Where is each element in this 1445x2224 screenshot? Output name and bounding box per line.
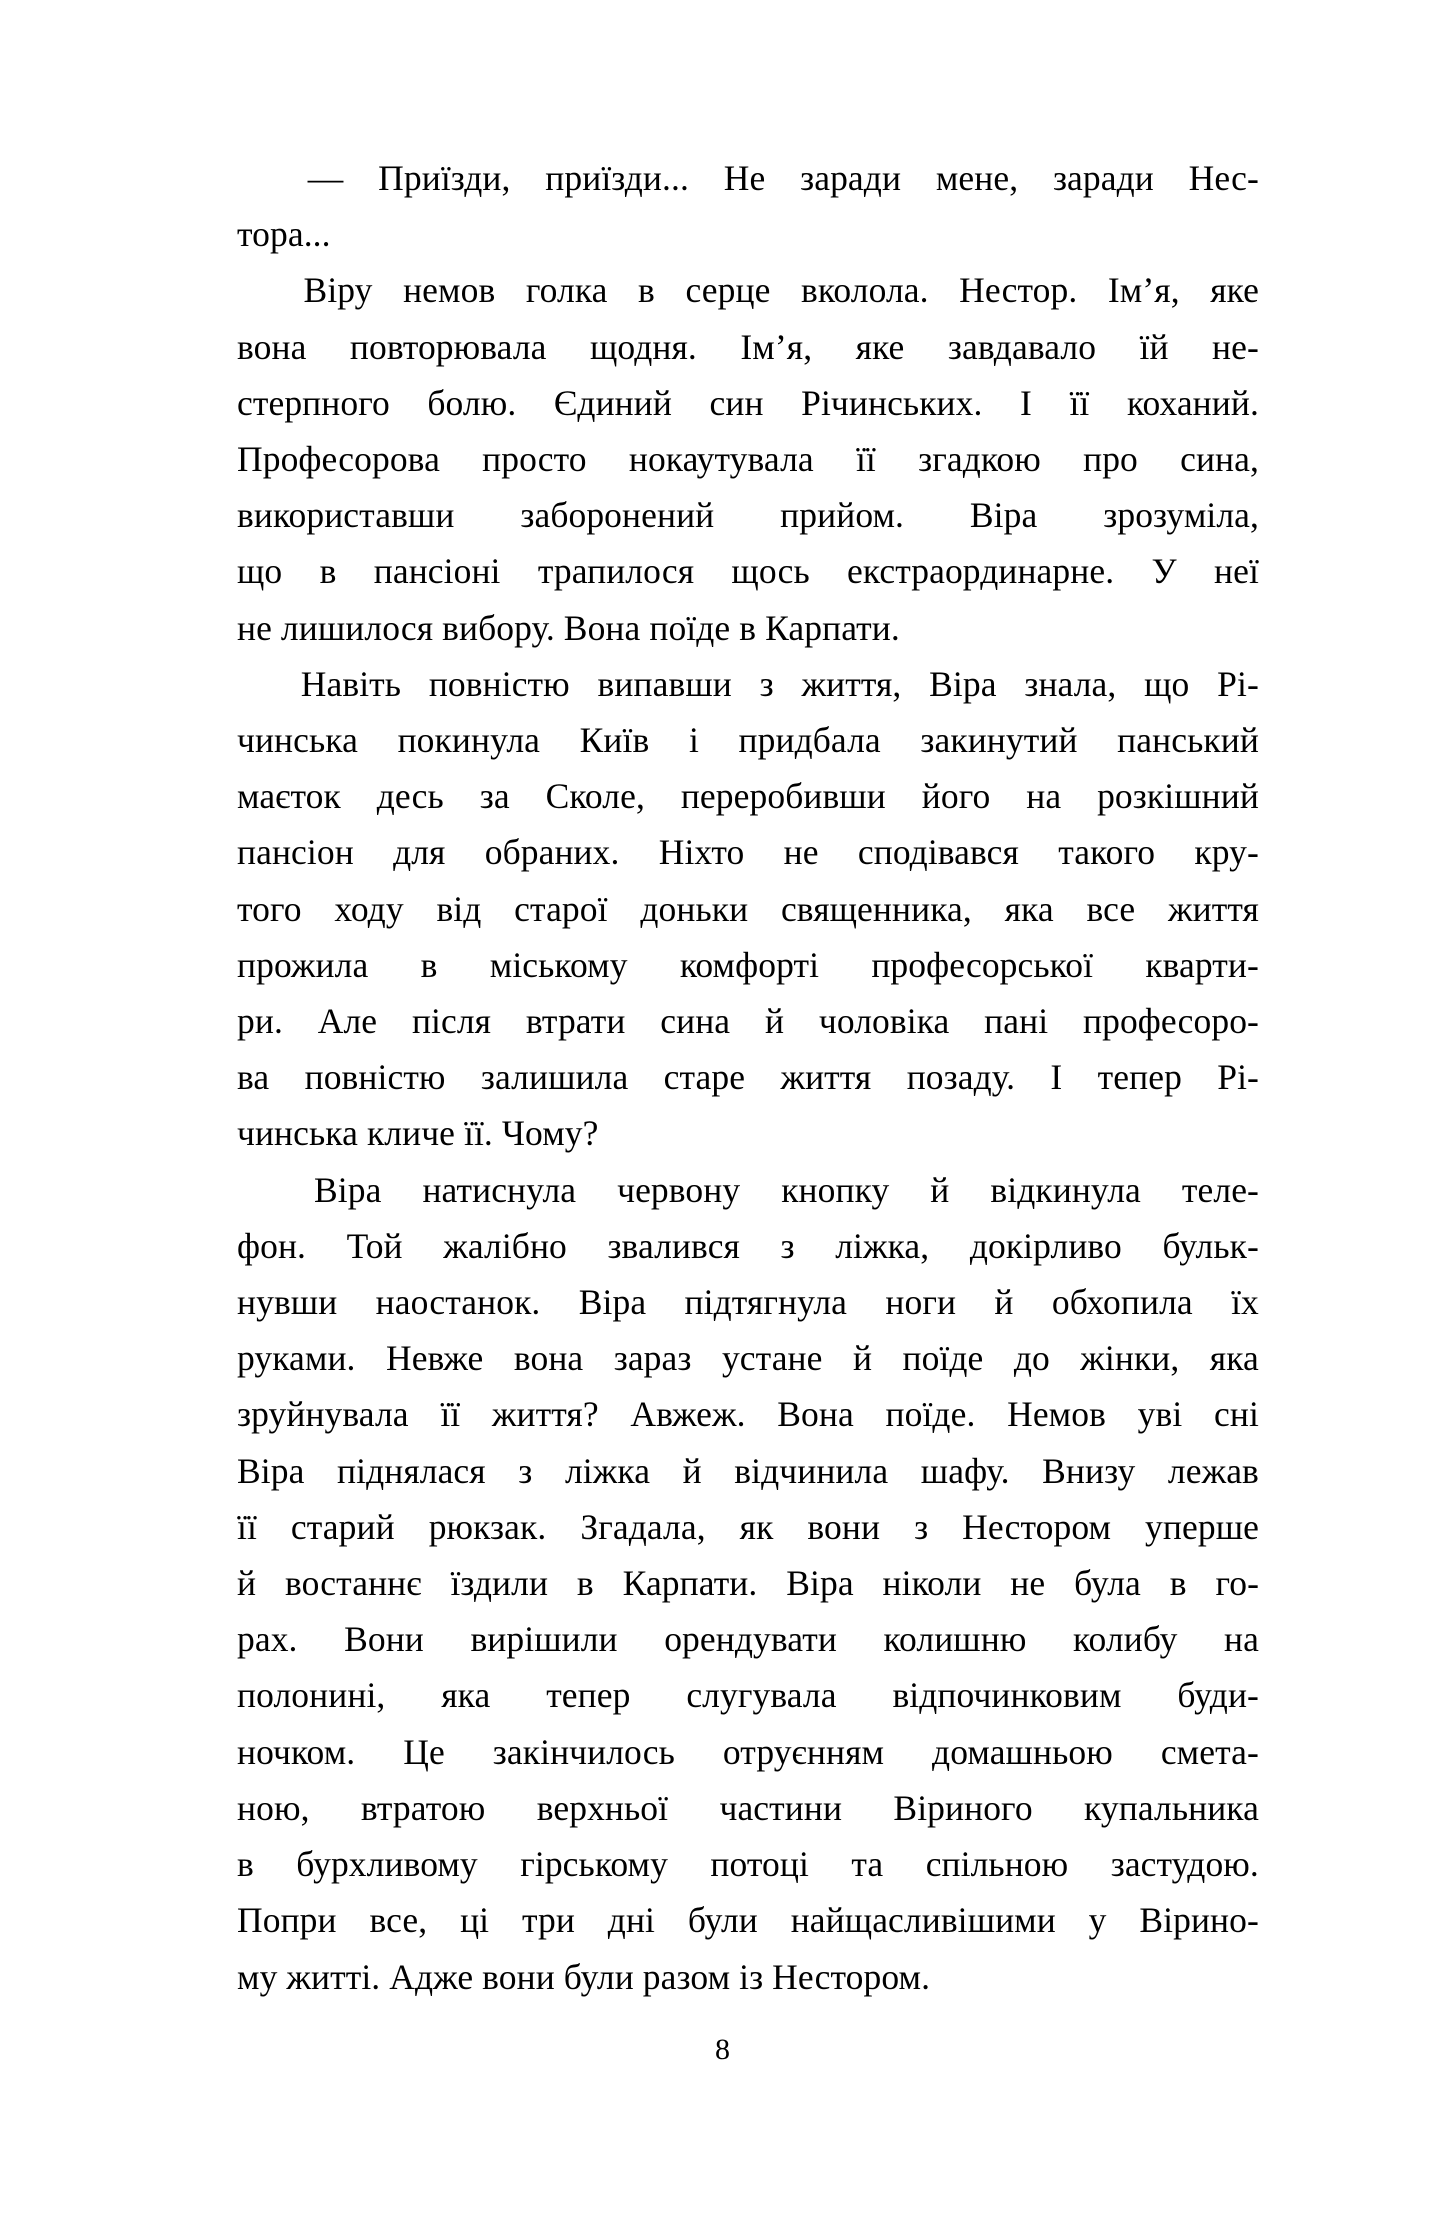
word: наостанок. [375,1282,541,1323]
word: яке [855,326,905,367]
word: згадкою [918,439,1041,480]
word: Віра [786,1563,854,1604]
word: гірському [520,1844,668,1885]
word: панський [1117,720,1259,761]
text-line [237,1667,1259,1723]
word: повторювала [349,326,547,367]
text-line [237,881,1259,937]
word: їй [1139,326,1169,367]
word: фон. [237,1225,307,1266]
word: кварти- [1145,944,1259,985]
word: чоловіка [818,1001,950,1042]
word: й [852,1338,873,1379]
word: приїзди... [545,158,689,198]
word: доньки [640,888,749,929]
word: зруйнувала [237,1394,409,1435]
word: з [780,1225,795,1266]
word: нувши [237,1282,338,1323]
word: прожила [237,944,369,985]
word: екстраординарне. [847,551,1115,592]
word: мене, [935,158,1019,198]
word: від [436,888,482,929]
word: рюкзак. [428,1506,547,1547]
word: й [764,1001,785,1042]
word: вирішили [470,1619,618,1660]
word: на [1224,1619,1259,1660]
text-line [237,1499,1259,1555]
word: тепер [546,1675,631,1716]
word: після [411,1001,492,1042]
text-line [237,1780,1259,1836]
word: втратою [360,1787,486,1828]
paragraph [237,1162,1259,2005]
word: та [851,1844,884,1885]
word: чинська [237,720,358,761]
word: про [1083,439,1138,480]
word: Вони [344,1619,424,1660]
word: маєток [237,776,341,817]
page-number: 8 [715,2033,730,2066]
word: з [914,1506,929,1547]
word: відпочинковим [892,1675,1122,1716]
word: Віру [303,270,373,311]
word: нокаутувала [628,439,814,480]
word: для [393,832,446,873]
word: щось [731,551,810,592]
word: старий [290,1506,395,1547]
word: устане [721,1338,823,1379]
word: що [1144,663,1190,704]
word: домашньою [932,1731,1113,1772]
page-text-body [237,150,1259,2005]
word: шафу. [920,1450,1010,1491]
word: спільною [925,1844,1069,1885]
word: Той [346,1225,403,1266]
word: такого [1058,832,1156,873]
word: уперше [1145,1506,1259,1547]
text-line [237,1049,1259,1105]
word: життя [1167,888,1259,929]
word: життя? [491,1394,599,1435]
word: випавши [597,663,732,704]
word: розкішний [1097,776,1259,817]
word: теле- [1181,1169,1259,1210]
word: залишила [480,1057,629,1098]
word: Київ [579,720,650,761]
word: стерпного [237,382,390,423]
word: Немов [1007,1394,1106,1435]
word: не- [1212,326,1259,367]
word: до [1013,1338,1050,1379]
word: яка [441,1675,491,1716]
first-line-indent [237,262,273,318]
word: з [759,663,774,704]
word: повністю [304,1057,446,1098]
word: їх [1231,1282,1259,1323]
word: були [687,1900,758,1941]
word: жалібно [443,1225,567,1266]
word: в [638,270,655,311]
word: червону [617,1169,741,1210]
word: у [1088,1900,1107,1941]
text-line [237,1892,1259,1948]
word: що [237,551,283,592]
word: Не [723,158,766,198]
word-run: тора... [237,214,331,255]
word: Нестором [962,1506,1112,1547]
word: тепер [1097,1057,1182,1098]
word: Віра [969,495,1038,536]
word: ліжка, [835,1225,930,1266]
word: професорської [871,944,1094,985]
word: звалився [607,1225,740,1266]
word: дні [607,1900,656,1941]
word: купальника [1084,1787,1259,1828]
word: сина, [1180,439,1259,480]
word: Нес- [1188,158,1259,198]
word: яка [1004,888,1054,929]
word: все, [369,1900,428,1941]
word: з [518,1450,533,1491]
word: яка [1209,1338,1259,1379]
word: полонині, [237,1675,386,1716]
word: серце [685,270,771,311]
word: немов [403,270,496,311]
word: Ім’я, [740,326,813,367]
word: позаду. [906,1057,1016,1098]
word: коханий. [1126,382,1259,423]
word: закінчилось [492,1731,675,1772]
word: поїде [902,1338,984,1379]
word: переробивши [680,776,886,817]
word: Сколе, [545,776,645,817]
word: буди- [1177,1675,1259,1716]
word: востаннє [284,1563,422,1604]
text-line [237,1443,1259,1499]
word: пані [984,1001,1049,1042]
text-line [237,1386,1259,1442]
word: ліжка [564,1450,651,1491]
word: вколола. [800,270,929,311]
text-line [237,993,1259,1049]
word: в [237,1844,254,1885]
word: священника, [780,888,972,929]
word: не [783,832,819,873]
word: й [930,1169,950,1210]
word: обраних. [484,832,620,873]
word: і [688,720,699,761]
word: ніколи [882,1563,982,1604]
word: старе [663,1057,746,1098]
word: професоро- [1083,1001,1259,1042]
word: потоці [710,1844,809,1885]
word: Приїзди, [378,158,511,198]
word: піднялася [337,1450,486,1491]
word: Ім’я, [1107,270,1180,311]
word: заради [1052,158,1154,198]
word: лежав [1167,1450,1259,1491]
word: придбала [738,720,881,761]
word: уві [1137,1394,1183,1435]
word: відчинила [734,1450,889,1491]
word: голка [525,270,608,311]
text-line [237,1836,1259,1892]
word: вона [513,1338,584,1379]
word: болю. [427,382,517,423]
word: У [1151,551,1177,592]
word: в [319,551,337,592]
word: отруєнням [722,1731,885,1772]
text-line [237,1724,1259,1780]
word: зараз [613,1338,692,1379]
word: сні [1214,1394,1259,1435]
word-run: не лишилося вибору. Вона поїде в Карпати. [237,607,900,648]
word: заради [800,158,902,198]
word: ва [237,1057,270,1098]
text-line [237,1162,1259,1218]
word: й [994,1282,1014,1323]
word: її [237,1506,257,1547]
paragraph [237,262,1259,655]
word: Навіть [300,663,402,704]
word: трапилося [537,551,695,592]
word: Карпати. [622,1563,758,1604]
word: докірливо [969,1225,1122,1266]
text-line [237,1218,1259,1274]
word: неї [1214,551,1259,592]
word: її [855,439,876,480]
word: просто [482,439,587,480]
word: ноги [885,1282,957,1323]
word: колибу [1072,1619,1178,1660]
word: старої [514,888,608,929]
word: сподівався [857,832,1019,873]
word: Рі- [1217,663,1259,704]
word: застудою. [1110,1844,1259,1885]
word: життя, [801,663,902,704]
word: того [237,888,302,929]
word: яке [1210,270,1259,311]
text-line [237,937,1259,993]
word: зрозуміла, [1103,495,1259,536]
text-line [237,150,1259,206]
word: го- [1215,1563,1259,1604]
word: Невже [385,1338,484,1379]
text-line [237,262,1259,318]
word: Ніхто [658,832,745,873]
word: Авжеж. [630,1394,746,1435]
text-line [237,768,1259,824]
word: знала, [1024,663,1117,704]
word: син [709,382,764,423]
paragraph [237,656,1259,1162]
word: ною, [237,1787,310,1828]
word: на [1026,776,1062,817]
word: смета- [1160,1731,1259,1772]
word: Внизу [1042,1450,1136,1491]
word: Віриного [893,1787,1033,1828]
text-line [237,1555,1259,1611]
word: її [1069,382,1090,423]
word: три [521,1900,575,1941]
first-line-indent [237,656,273,712]
word: жінки, [1080,1338,1180,1379]
word: Попри [237,1900,337,1941]
text-line [237,1105,1259,1161]
text-line [237,487,1259,543]
word: життя [780,1057,872,1098]
word: І [1050,1057,1063,1098]
word: Професорова [237,439,440,480]
word: Але [317,1001,378,1042]
text-line [237,1274,1259,1330]
word: кнопку [781,1169,890,1210]
word: Річинських. [801,382,983,423]
word: Вона [777,1394,854,1435]
word: рах. [237,1619,298,1660]
word: відкинула [990,1169,1141,1210]
word-run: чинська кличе її. Чому? [237,1113,599,1154]
word: кру- [1194,832,1259,873]
word: пансіоні [373,551,501,592]
word: вони [807,1506,881,1547]
paragraph [237,150,1259,262]
word: міському [489,944,628,985]
text-line [237,656,1259,712]
text-line [237,1949,1259,2005]
word: повністю [428,663,570,704]
word: Віра [314,1169,382,1210]
word: пансіон [237,832,354,873]
word: не [1010,1563,1046,1604]
word: вона [237,326,307,367]
word: натиснула [422,1169,577,1210]
word: десь [376,776,444,817]
first-line-indent [237,150,273,206]
word: бурхливому [296,1844,478,1885]
word: Віра [578,1282,647,1323]
word: закинутий [920,720,1078,761]
word: — [307,158,344,198]
word: його [921,776,991,817]
text-line [237,1330,1259,1386]
word: Рі- [1217,1057,1259,1098]
word: в [576,1563,594,1604]
word: орендувати [664,1619,837,1660]
word: й [237,1563,257,1604]
word: руками. [237,1338,356,1379]
word: Нестор. [959,270,1078,311]
word: слугувала [686,1675,837,1716]
word: Єдиний [553,382,672,423]
word: верхньої [536,1787,669,1828]
word: як [739,1506,774,1547]
word: щодня. [589,326,697,367]
word: використавши [237,495,455,536]
word: підтягнула [684,1282,848,1323]
word: Віра [237,1450,305,1491]
word: була [1074,1563,1141,1604]
word: за [479,776,510,817]
word: І [1020,382,1032,423]
word: втрати [525,1001,626,1042]
word: заборонений [520,495,715,536]
text-line [237,206,1259,262]
word: бульк- [1162,1225,1259,1266]
word: покинула [397,720,541,761]
text-line [237,319,1259,375]
word: в [420,944,438,985]
word: ходу [334,888,404,929]
text-line [237,431,1259,487]
word: комфорті [679,944,820,985]
word: сина [660,1001,731,1042]
word: поїде. [885,1394,976,1435]
word: її [440,1394,461,1435]
word: Вірино- [1139,1900,1259,1941]
word: ночком. [237,1731,356,1772]
text-line [237,1611,1259,1667]
word: Це [403,1731,445,1772]
word: обхопила [1051,1282,1193,1323]
word: Віра [929,663,997,704]
word: Згадала, [580,1506,706,1547]
word: найщасливішими [790,1900,1056,1941]
word-run: му житті. Адже вони були разом із Нестором. [237,1956,931,1997]
word: все [1086,888,1136,929]
word: в [1169,1563,1187,1604]
text-line [237,375,1259,431]
text-line [237,712,1259,768]
word: частини [719,1787,843,1828]
first-line-indent [237,1162,273,1218]
word: ри. [237,1001,283,1042]
word: й [682,1450,702,1491]
word: завдавало [947,326,1097,367]
text-line [237,600,1259,656]
word: ці [460,1900,490,1941]
word: їздили [450,1563,549,1604]
text-line [237,543,1259,599]
text-line [237,824,1259,880]
word: прийом. [780,495,905,536]
word: колишню [883,1619,1027,1660]
